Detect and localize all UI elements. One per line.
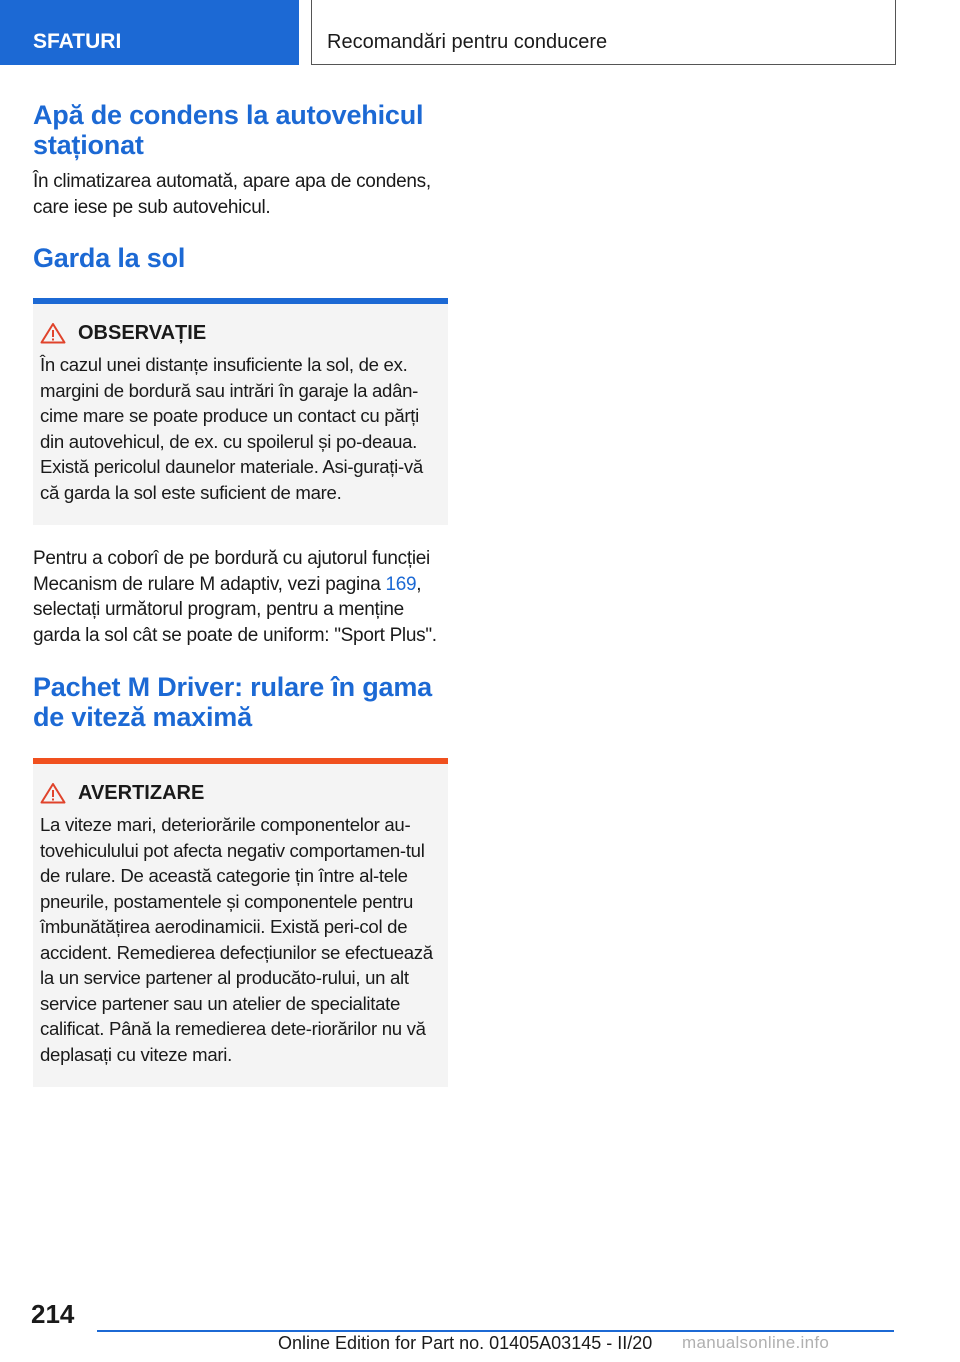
notice-label: OBSERVAȚIE: [78, 322, 207, 344]
text-after-link: , selectați următorul program, pentru a menține garda la sol cât se poate de uniform: "Sport Plus".: [33, 573, 437, 646]
warning-box: [33, 758, 448, 1087]
section-text-condensation: În climatizarea automată, apare apa de condens, care iese pe sub autovehicul.: [33, 171, 431, 218]
footer-watermark: manualsonline.info: [682, 1333, 830, 1352]
warning-text: La viteze mari, deteriorările componentelor au-tovehiculului pot afecta negativ comportamen-tul de rulare. De această categorie țin între al-tele pneurile, postamentele și componentele pentru îmbunătățirea aerodinamicii. Există peri-col de accident. Remedierea defecțiunilor se efectuează la un service partener al producăto-rului, un alt service partener sau un atelier de specialitate calificat. Până la remedierea dete-riorărilor nu vă deplasați cu viteze mari.: [40, 814, 433, 1065]
header-section-tab: SFATURI: [0, 0, 299, 65]
text-before-link: Pentru a coborî de pe bordură cu ajutorul funcției Mecanism de rulare M adaptiv, vezi pagina: [33, 548, 430, 595]
notice-text: În cazul unei distanțe insuficiente la sol, de ex. margini de bordură sau intrări în garaje la adân-cime mare se poate produce un contact cu părți din autovehicul, de ex. cu spoilerul și po-deaua. Există pericolul daunelor materiale. Asi-gurați-vă că garda la sol este suficient de mare.: [40, 354, 423, 503]
footer-divider: [97, 1330, 894, 1332]
page-number: 214: [31, 1299, 75, 1329]
notice-heading: [40, 320, 438, 346]
section-title-ground-clearance: Garda la sol: [33, 243, 186, 273]
page-content: [33, 100, 448, 1087]
header-chapter-title: Recomandări pentru conducere: [311, 0, 896, 65]
warning-heading: [40, 780, 438, 806]
warning-label: AVERTIZARE: [78, 782, 205, 804]
notice-box: [33, 298, 448, 525]
page-link-169[interactable]: 169: [385, 573, 417, 595]
warning-triangle-icon: [40, 782, 66, 804]
section-title-condensation: Apă de condens la autovehicul staționat: [33, 100, 424, 160]
section-text-ground-clearance: [33, 546, 448, 648]
footer-edition: Online Edition for Part no. 01405A03145 - II/20: [278, 1333, 653, 1353]
section-title-m-driver: Pachet M Driver: rulare în gama de viteză maximă: [33, 672, 432, 732]
warning-triangle-icon: [40, 322, 66, 344]
